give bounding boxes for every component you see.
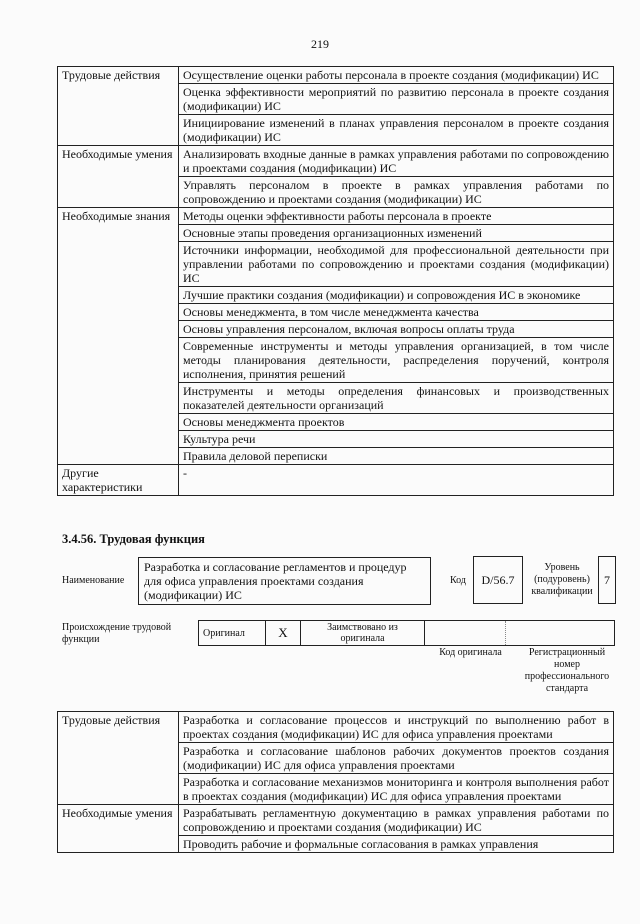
- reg-number-cell: [506, 621, 615, 646]
- row-item: Культура речи: [179, 431, 614, 448]
- row-item: Инструменты и методы определения финансовых и производственных показателей деятельности организаций: [179, 383, 614, 414]
- skills-table-continued: [57, 66, 614, 496]
- table-row: [58, 67, 614, 84]
- row-item: Методы оценки эффективности работы персонала в проекте: [179, 208, 614, 225]
- row-item: Основы менеджмента проектов: [179, 414, 614, 431]
- row-label: Необходимые умения: [58, 805, 179, 853]
- origin-table: [198, 620, 615, 646]
- skills-table-new: [57, 711, 614, 853]
- row-label: Необходимые умения: [58, 146, 179, 208]
- row-item: Анализировать входные данные в рамках управления работами по сопровождению и проектами создания (модификации) ИС: [179, 146, 614, 177]
- row-item: Основы управления персоналом, включая вопросы оплаты труда: [179, 321, 614, 338]
- row-label: Трудовые действия: [58, 712, 179, 805]
- row-item: Проводить рабочие и формальные согласования в рамках управления: [179, 836, 614, 853]
- section-title: 3.4.56. Трудовая функция: [62, 532, 205, 546]
- row-item: Управлять персоналом в проекте в рамках управления работами по сопровождению и проектами создания (модификации) ИС: [179, 177, 614, 208]
- function-name-box: Разработка и согласование регламентов и процедур для офиса управления проектами создания (модификации) ИС: [138, 557, 431, 605]
- row-item: Правила деловой переписки: [179, 448, 614, 465]
- original-code-cell: [425, 621, 506, 646]
- row-item: Оценка эффективности мероприятий по развитию персонала в проекте создания (модификации) ИС: [179, 84, 614, 115]
- origin-label: Происхождение трудовой функции: [62, 622, 172, 645]
- code-label: Код: [450, 575, 466, 586]
- row-item: Разработка и согласование процессов и инструкций по выполнению работ в проектах создания (модификации) ИС для офиса управления проектами: [179, 712, 614, 743]
- row-item: Современные инструменты и методы управления организацией, в том числе методы планирования деятельности, распределения поручений, контроля исполнения, принятия решений: [179, 338, 614, 383]
- table-row: [58, 146, 614, 177]
- original-label: Оригинал: [199, 621, 266, 646]
- table-row: [58, 208, 614, 225]
- row-item: Источники информации, необходимой для профессиональной деятельности при управлении работами по сопровождению и проектами создания (модификации) ИС: [179, 242, 614, 287]
- table-row: [58, 712, 614, 743]
- row-item: Основы менеджмента, в том числе менеджмента качества: [179, 304, 614, 321]
- row-label: Другие характеристики: [58, 465, 179, 496]
- level-label: Уровень (подуровень) квалификации: [531, 562, 593, 597]
- reg-number-label: Регистрационный номер профессионального стандарта: [524, 647, 610, 694]
- row-item: -: [179, 465, 614, 496]
- row-item: Основные этапы проведения организационных изменений: [179, 225, 614, 242]
- original-mark: X: [266, 621, 301, 646]
- borrowed-label: Заимствовано из оригинала: [301, 621, 425, 646]
- table-row: [58, 465, 614, 496]
- original-code-label: Код оригинала: [439, 647, 502, 658]
- page-number: 219: [311, 37, 329, 51]
- row-label: Трудовые действия: [58, 67, 179, 146]
- row-item: Разрабатывать регламентную документацию в рамках управления работами по сопровождению и проектами создания (модификации) ИС: [179, 805, 614, 836]
- row-item: Разработка и согласование шаблонов рабочих документов проектов создания (модификации) ИС для офиса управления проектами: [179, 743, 614, 774]
- row-item: Осуществление оценки работы персонала в проекте создания (модификации) ИС: [179, 67, 614, 84]
- row-label: Необходимые знания: [58, 208, 179, 465]
- table-row: [58, 805, 614, 836]
- row-item: Разработка и согласование механизмов мониторинга и контроля выполнения работ в проектах создания (модификации) ИС для офиса управления проектами: [179, 774, 614, 805]
- name-label: Наименование: [62, 575, 125, 586]
- code-box: D/56.7: [473, 556, 523, 604]
- row-item: Инициирование изменений в планах управления персоналом в проекте создания (модификации) ИС: [179, 115, 614, 146]
- row-item: Лучшие практики создания (модификации) и сопровождения ИС в экономике: [179, 287, 614, 304]
- level-box: 7: [598, 556, 616, 604]
